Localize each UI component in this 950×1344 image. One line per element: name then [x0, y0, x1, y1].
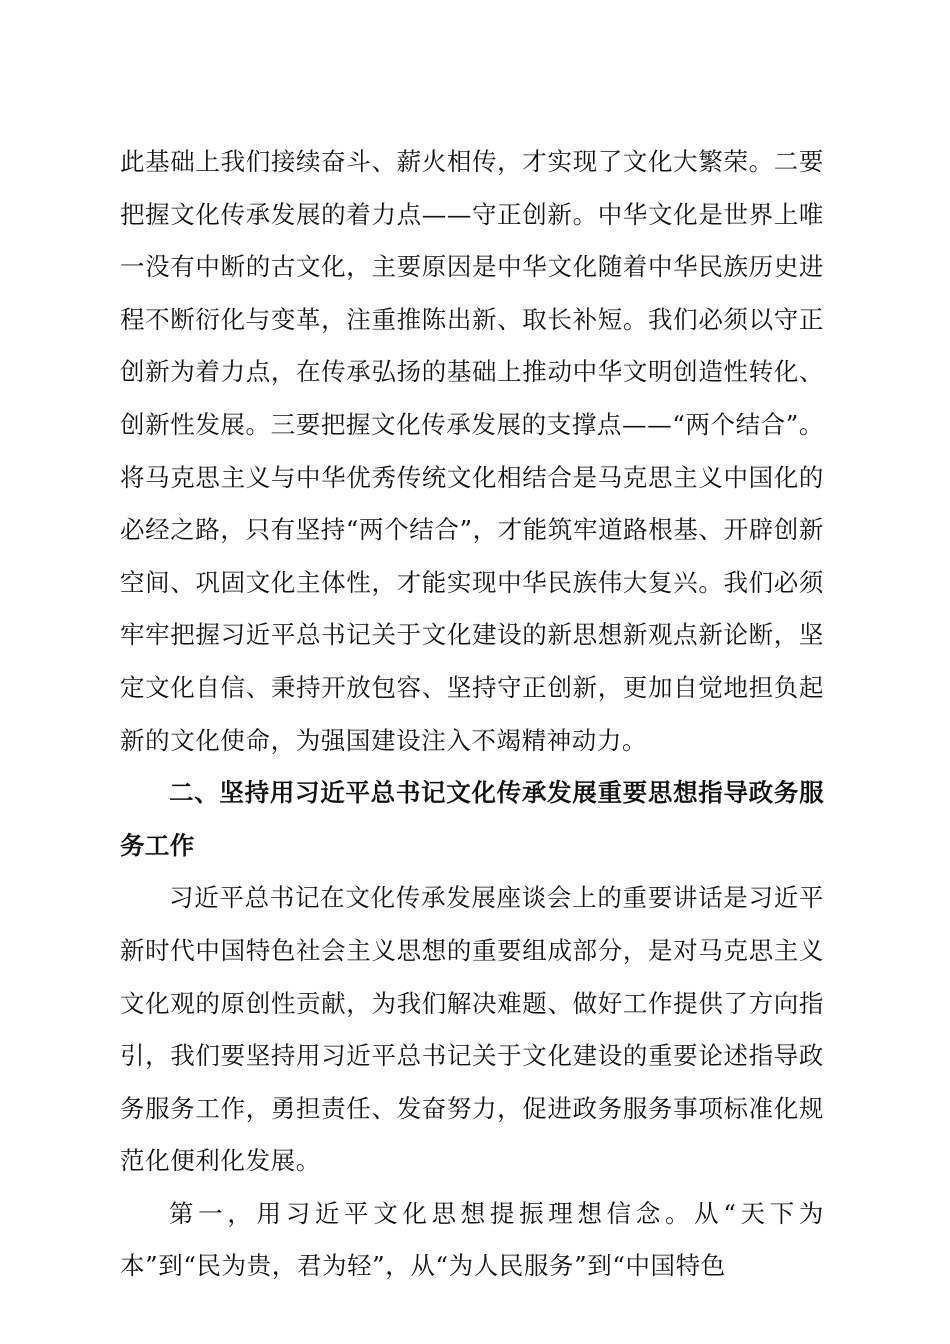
body-paragraph: 此基础上我们接续奋斗、薪火相传，才实现了文化大繁荣。二要把握文化传承发展的着力点——守正创新。中华文化是世界上唯一没有中断的古文化，主要原因是中华文化随着中华民族历史进程不断衍化与变革，注重推陈出新、取长补短。我们必须以守正创新为着力点，在传承弘扬的基础上推动中华文明创造性转化、创新性发展。三要把握文化传承发展的支撑点——“两个结合”。将马克思主义与中华优秀传统文化相结合是马克思主义中国化的必经之路，只有坚持“两个结合”，才能筑牢道路根基、开辟创新空间、巩固文化主体性，才能实现中华民族伟大复兴。我们必须牢牢把握习近平总书记关于文化建设的新思想新观点新论断，坚定文化自信、秉持开放包容、坚持守正创新，更加自觉地担负起新的文化使命，为强国建设注入不竭精神动力。	[120, 147, 824, 755]
body-paragraph: 习近平总书记在文化传承发展座谈会上的重要讲话是习近平新时代中国特色社会主义思想的重要组成部分，是对马克思主义文化观的原创性贡献，为我们解决难题、做好工作提供了方向指引，我们要坚持用习近平总书记关于文化建设的重要论述指导政务服务工作，勇担责任、发奋努力，促进政务服务事项标准化规范化便利化发展。	[120, 883, 824, 1176]
body-paragraph: 第一，用习近平文化思想提振理想信念。从“天下为本”到“民为贵，君为轻”，从“为人民服务”到“中国特色	[120, 1198, 824, 1281]
section-heading: 二、坚持用习近平总书记文化传承发展重要思想指导政务服务工作	[120, 778, 824, 860]
document-body	[120, 136, 824, 1293]
